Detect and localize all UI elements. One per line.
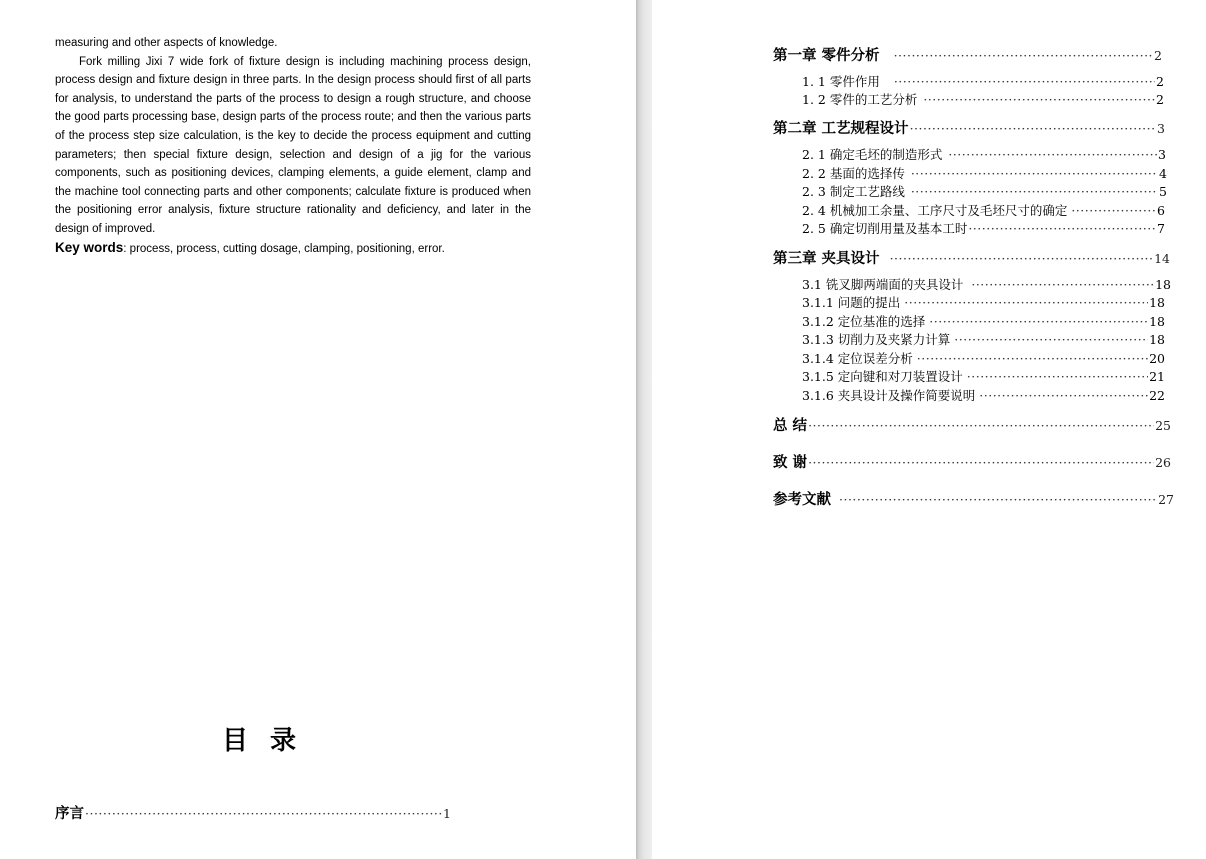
toc-entry-page: 26 [1155, 455, 1171, 470]
toc-entry-page: 18 [1155, 277, 1171, 292]
toc-entry-acknowledgements[interactable] [773, 451, 1171, 472]
toc-entry-page: 2 [1156, 74, 1164, 89]
toc-leader-dots [808, 455, 1154, 470]
toc-entry-page: 3 [1157, 121, 1165, 136]
toc-leader-dots [894, 48, 1153, 63]
toc-entry-2-3[interactable] [802, 182, 1167, 200]
toc-entry-label: 3.1.2 定位基准的选择 [802, 314, 926, 329]
toc-entry-2-1[interactable] [802, 145, 1166, 163]
toc-entry-page: 27 [1158, 492, 1174, 507]
toc-entry-page: 7 [1157, 221, 1165, 236]
toc-leader-dots [954, 332, 1148, 347]
toc-entry-label: 3.1.4 定位误差分析 [802, 351, 913, 366]
right-page [652, 0, 1206, 859]
toc-entry-label: 总 结 [773, 418, 808, 434]
keywords-line [55, 239, 531, 258]
toc-entry-page: 2 [1156, 92, 1164, 107]
toc-entry-label: 3.1.3 切削力及夹紧力计算 [802, 332, 951, 347]
toc-leader-dots [971, 277, 1154, 292]
toc-entry-page: 18 [1149, 314, 1165, 329]
toc-entry-preface[interactable] [55, 802, 451, 823]
toc-entry-label: 第三章 夹具设计 [773, 251, 880, 267]
toc-entry-label: 第二章 工艺规程设计 [773, 121, 909, 137]
toc-entry-chapter-2[interactable] [773, 117, 1165, 138]
toc-entry-page: 14 [1154, 251, 1170, 266]
toc-title: 目录 [222, 726, 319, 756]
toc-entry-label: 2. 4 机械加工余量、工序尺寸及毛坯尺寸的确定 [802, 203, 1068, 218]
toc-entry-label: 2. 1 确定毛坯的制造形式 [802, 147, 943, 162]
toc-leader-dots [85, 806, 442, 821]
toc-entry-label: 3.1.5 定向键和对刀装置设计 [802, 369, 963, 384]
toc-leader-dots [929, 314, 1148, 329]
keywords-label: Key words [55, 239, 124, 255]
keywords-text: : process, process, cutting dosage, clamping, positioning, error. [123, 242, 445, 255]
toc-leader-dots [967, 369, 1148, 384]
toc-entry-page: 6 [1157, 203, 1165, 218]
toc-entry-label: 3.1.1 问题的提出 [802, 295, 901, 310]
toc-entry-3-1-2[interactable] [802, 312, 1165, 330]
toc-entry-2-2[interactable] [802, 164, 1167, 182]
toc-entry-label: 致 谢 [773, 455, 808, 471]
toc-entry-label: 3.1.6 夹具设计及操作简要说明 [802, 388, 976, 403]
toc-entry-page: 3 [1158, 147, 1166, 162]
toc-entry-chapter-3[interactable] [773, 247, 1170, 268]
toc-leader-dots [890, 251, 1154, 266]
toc-leader-dots [894, 74, 1155, 89]
page-gutter [636, 0, 652, 859]
toc-leader-dots [1071, 203, 1156, 218]
toc-entry-label: 3.1 铣叉脚两端面的夹具设计 [802, 277, 964, 292]
toc-entry-references[interactable] [773, 488, 1174, 509]
toc-entry-page: 20 [1149, 351, 1165, 366]
toc-entry-3-1[interactable] [802, 275, 1171, 293]
toc-entry-1-2[interactable] [802, 90, 1164, 108]
toc-entry-2-4[interactable] [802, 201, 1165, 219]
toc-entry-page: 2 [1154, 48, 1162, 63]
toc-entry-page: 25 [1155, 418, 1171, 433]
toc-entry-3-1-5[interactable] [802, 367, 1165, 385]
toc-entry-label: 1. 1 零件作用 [802, 74, 880, 89]
toc-entry-chapter-1[interactable] [773, 44, 1162, 65]
toc-entry-summary[interactable] [773, 414, 1171, 435]
toc-entry-label: 2. 2 基面的选择传 [802, 166, 905, 181]
toc-entry-page: 18 [1149, 295, 1165, 310]
toc-entry-3-1-4[interactable] [802, 349, 1165, 367]
toc-entry-page: 22 [1149, 388, 1165, 403]
toc-leader-dots [917, 351, 1148, 366]
toc-entry-label: 2. 5 确定切削用量及基本工时 [802, 221, 968, 236]
toc-entry-page: 1 [443, 806, 451, 821]
toc-entry-2-5[interactable] [802, 219, 1165, 237]
toc-leader-dots [979, 388, 1148, 403]
toc-leader-dots [808, 418, 1154, 433]
abstract-paragraph-1: measuring and other aspects of knowledge. [55, 37, 278, 49]
toc-leader-dots [911, 184, 1158, 199]
toc-entry-page: 5 [1159, 184, 1167, 199]
toc-entry-page: 21 [1149, 369, 1165, 384]
abstract-block [55, 34, 531, 258]
toc-leader-dots [910, 121, 1156, 136]
toc-leader-dots [911, 166, 1158, 181]
toc-entry-label: 1. 2 零件的工艺分析 [802, 92, 918, 107]
toc-entry-page: 18 [1149, 332, 1165, 347]
toc-entry-label: 第一章 零件分析 [773, 48, 880, 64]
toc-entry-label: 序言 [55, 806, 84, 822]
toc-leader-dots [904, 295, 1148, 310]
toc-entry-1-1[interactable] [802, 72, 1164, 90]
abstract-paragraph-2: Fork milling Jixi 7 wide fork of fixture design is including machining process design, process design and fixture design in three parts. In the design process should first of all parts for analysis, to understand the parts of the process to design a rough structure, and choose the good parts processing base, design parts of the process route; and then the various parts of the process step size calculation, is the key to decide the process equipment and cutting parameters; then special fixture design, selection and design of a jig for the various components, such as positioning devices, clamping elements, a guide element, clamp and the machine tool connecting parts and other components; calculate fixture is produced when the positioning error analysis, fixture structure rationality and deficiency, and later in the design of improved. [55, 55, 531, 235]
toc-entry-label: 参考文献 [773, 492, 831, 508]
toc-entry-3-1-1[interactable] [802, 293, 1165, 311]
toc-leader-dots [839, 492, 1157, 507]
toc-entry-page: 4 [1159, 166, 1167, 181]
toc-leader-dots [948, 147, 1157, 162]
toc-entry-3-1-6[interactable] [802, 386, 1165, 404]
toc-leader-dots [968, 221, 1156, 236]
toc-leader-dots [923, 92, 1155, 107]
toc-entry-3-1-3[interactable] [802, 330, 1165, 348]
toc-entry-label: 2. 3 制定工艺路线 [802, 184, 905, 199]
